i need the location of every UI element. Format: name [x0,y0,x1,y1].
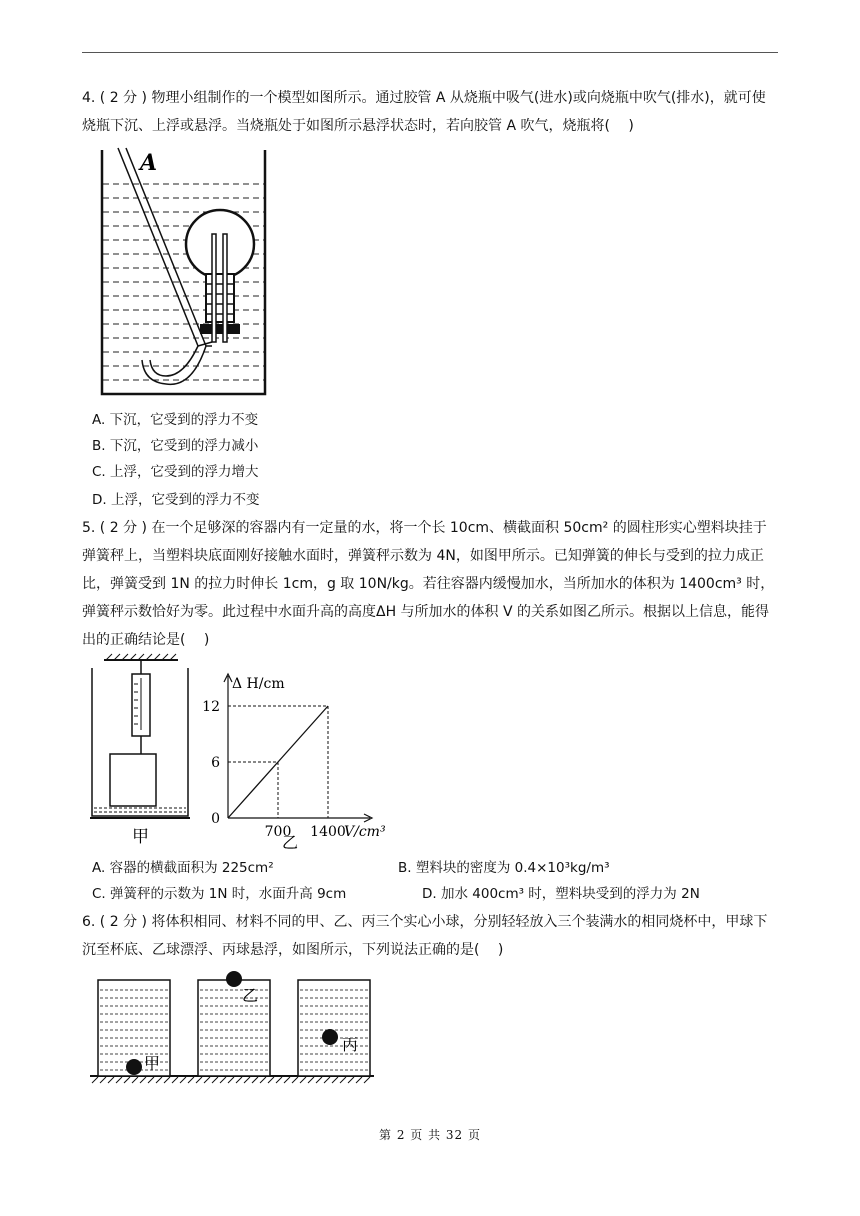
question-6-figure [88,968,378,1088]
q5-option-a[interactable]: A. 容器的横截面积为 225cm² [92,860,274,876]
beaker-jia [98,980,170,1076]
question-4-text: 4. ( 2 分 ) 物理小组制作的一个模型如图所示。通过胶管 A 从烧瓶中吸气(进水)或向烧瓶中吹气(排水)，就可使烧瓶下沉、上浮或悬浮。当烧瓶处于如图所示悬浮状态时，若向胶管 A 吹气，烧瓶将( ) [82,90,766,134]
page-footer: 第 2 页 共 32 页 [379,1128,481,1142]
y-axis-label: Δ H/cm [232,676,285,692]
question-4-figure [100,146,268,398]
q4-option-b[interactable]: B. 下沉，它受到的浮力减小 [92,438,259,454]
figure-jia [88,654,198,850]
figure-yi-chart [202,668,402,852]
question-6-text: 6. ( 2 分 ) 将体积相同、材料不同的甲、乙、丙三个实心小球，分别轻轻放入三个装满水的相同烧杯中，甲球下沉至杯底、乙球漂浮、丙球悬浮，如图所示，下列说法正确的是( ) [82,914,768,958]
figure-jia-label: 甲 [132,827,149,847]
q5-option-d[interactable]: D. 加水 400cm³ 时，塑料块受到的浮力为 2N [422,886,700,902]
ball-jia [126,1059,142,1075]
figure-yi-label: 乙 [282,833,299,852]
x-axis-label: V/cm³ [344,824,386,840]
tube-label-a: A [140,150,158,176]
ball-label-yi: 乙 [242,986,259,1005]
x-tick-700: 700 [264,824,292,840]
q4-option-c[interactable]: C. 上浮，它受到的浮力增大 [92,464,259,480]
ball-bing [322,1029,338,1045]
ball-label-bing: 丙 [342,1035,359,1054]
y-tick-12: 12 [202,699,220,715]
beaker-bing [298,980,370,1076]
header-rule [82,52,778,53]
y-tick-0: 0 [211,811,220,827]
q4-option-d[interactable]: D. 上浮，它受到的浮力不变 [92,492,260,508]
beaker-yi [198,971,270,1076]
ball-yi [226,971,242,987]
q5-option-c[interactable]: C. 弹簧秤的示数为 1N 时，水面升高 9cm [92,886,347,902]
y-tick-6: 6 [211,755,220,771]
q5-option-b[interactable]: B. 塑料块的密度为 0.4×10³kg/m³ [398,860,610,876]
q4-option-a[interactable]: A. 下沉，它受到的浮力不变 [92,412,259,428]
question-5-text: 5. ( 2 分 ) 在一个足够深的容器内有一定量的水，将一个长 10cm、横截面积 50cm² 的圆柱形实心塑料块挂于弹簧秤上，当塑料块底面刚好接触水面时，弹簧秤示数为 4N，如图甲所示。已知弹簧的伸长与受到的拉力成正比，弹簧受到 1N 的拉力时伸长 1cm，g 取 10N/kg。若往容器内缓慢加水，当所加水的体积为 1400cm³ 时，弹簧秤示数恰好为零。此过程中水面升高的高度ΔH 与所加水的体积 V 的关系如图乙所示。根据以上信息，能得出的正确结论是( ) [82,520,775,648]
x-tick-1400: 1400 [310,824,346,840]
ball-label-jia: 甲 [144,1054,161,1073]
